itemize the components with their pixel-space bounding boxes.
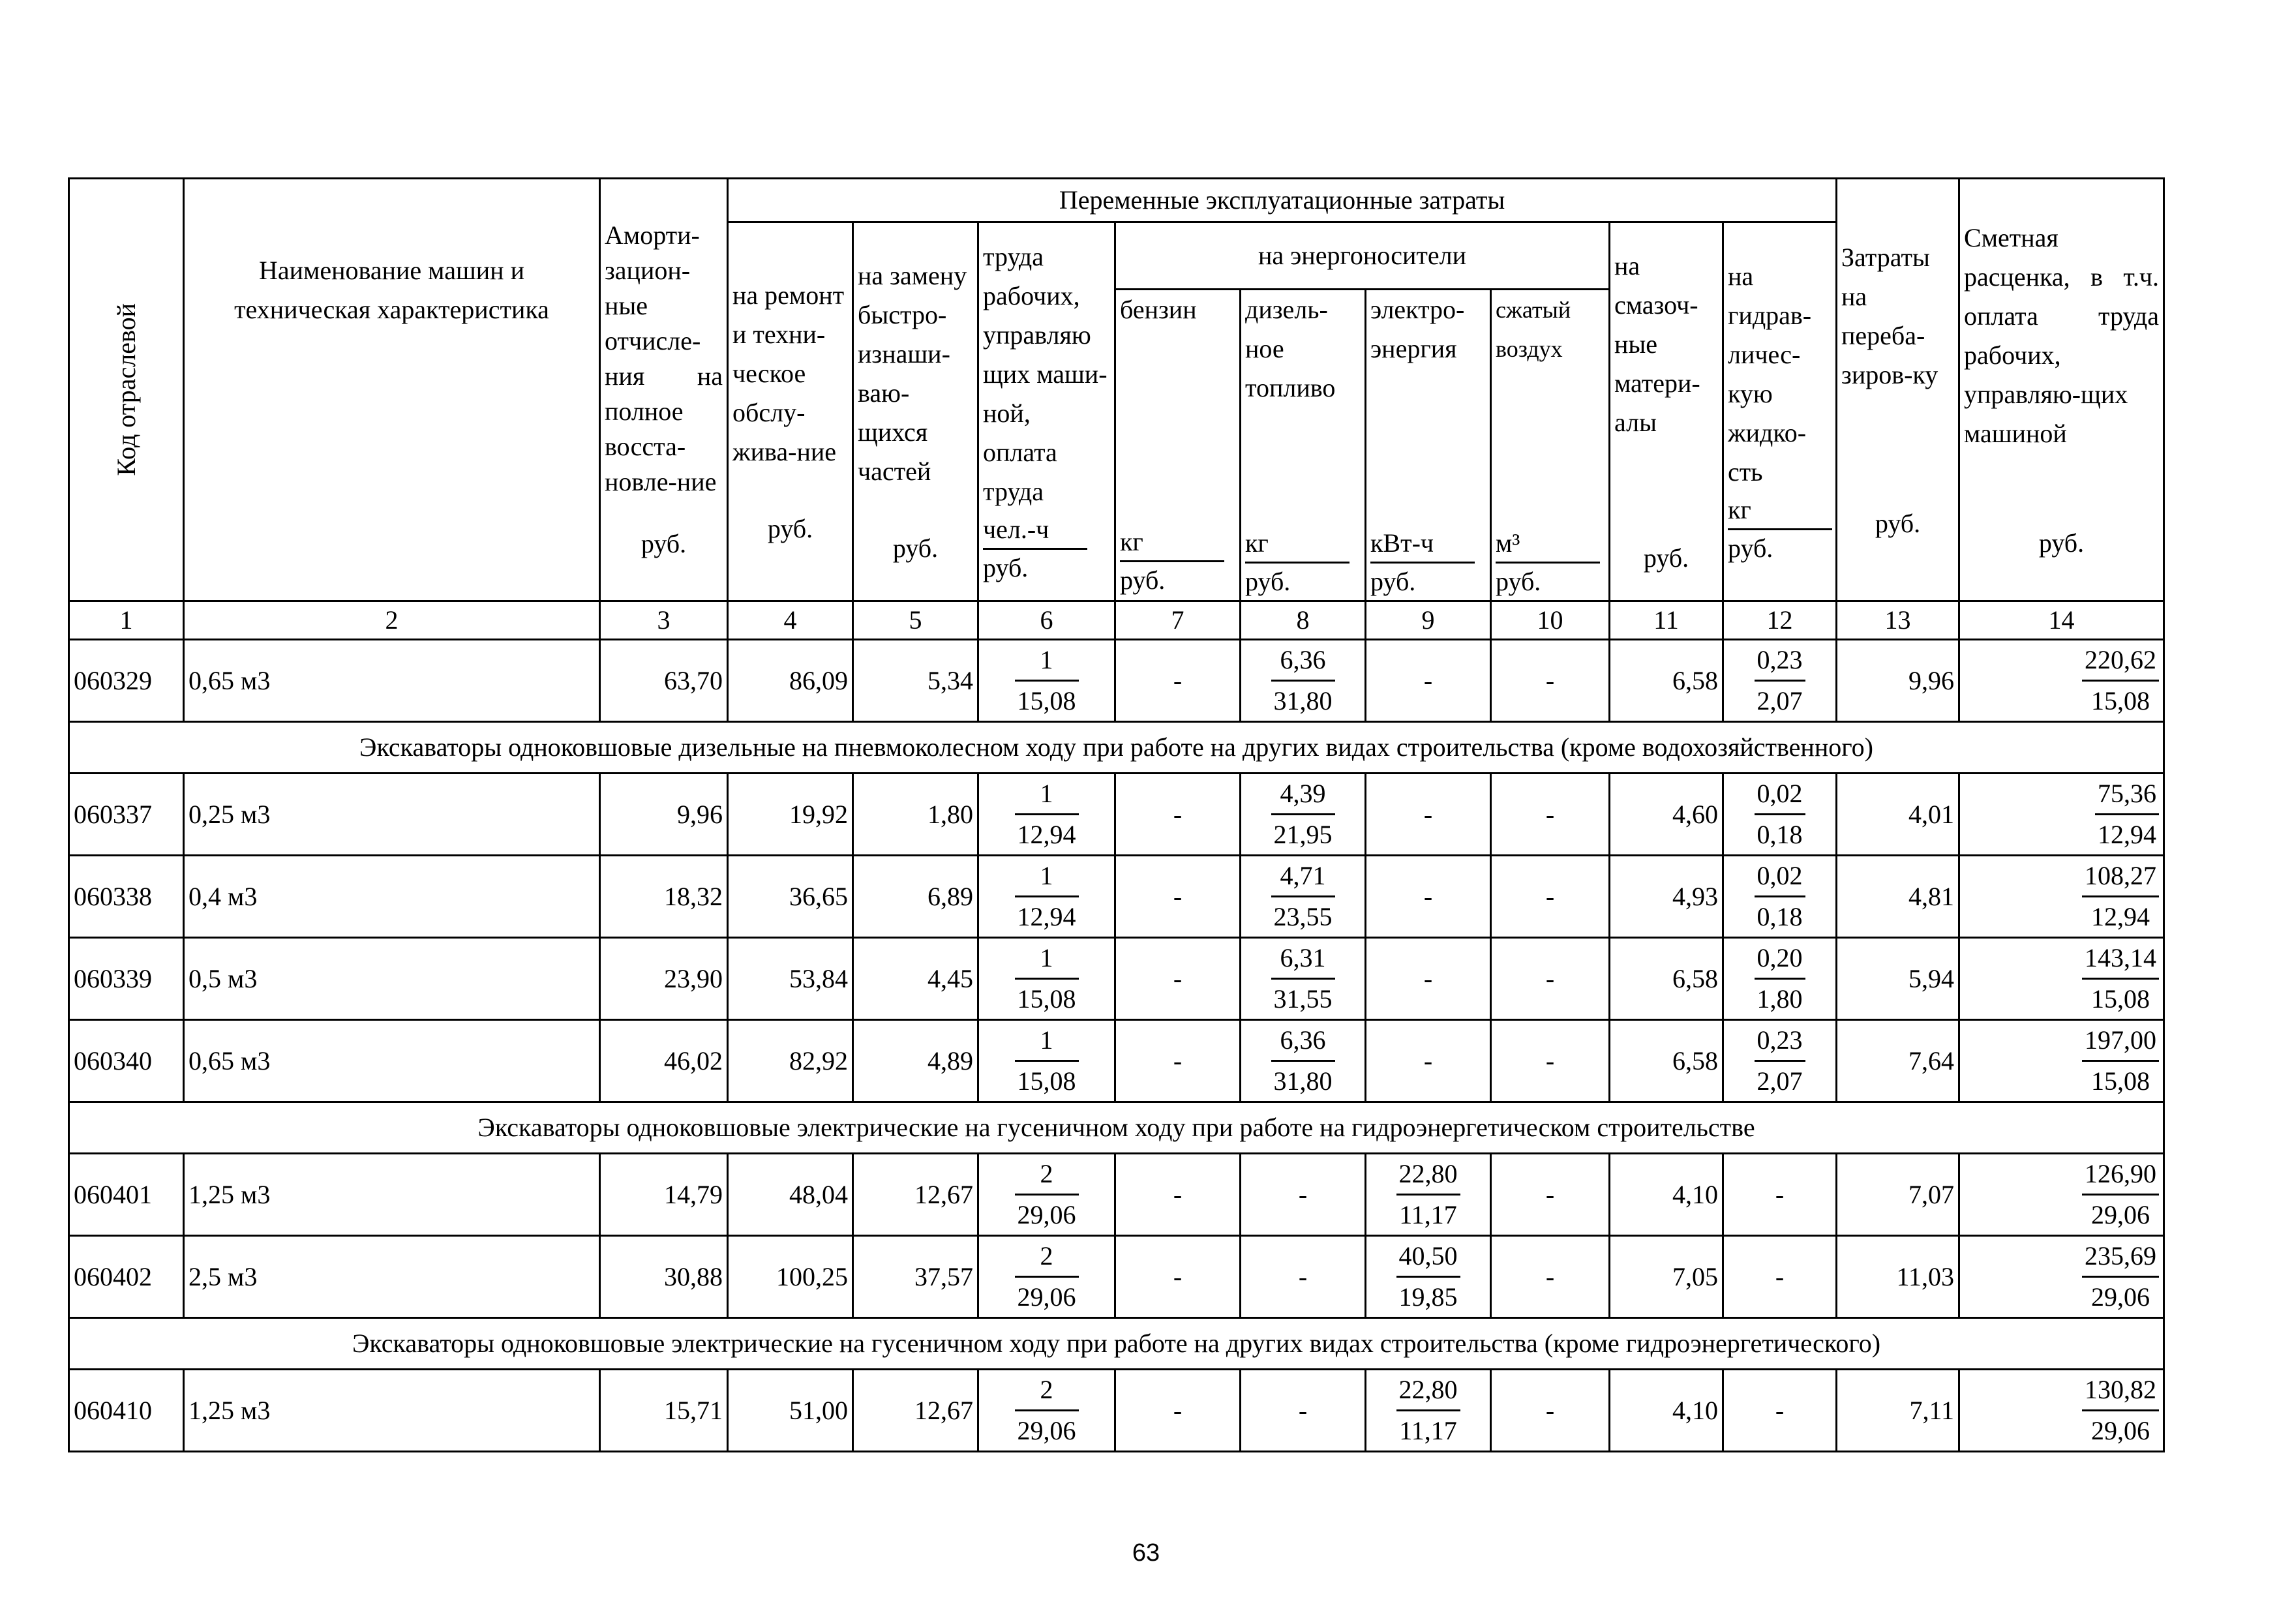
hydraulic-value-numerator: 0,23 bbox=[1755, 1021, 1805, 1062]
hydraulic-value-fraction bbox=[1755, 640, 1805, 721]
header-variable-costs: Переменные эксплуатационные затраты bbox=[728, 179, 1837, 222]
labor-value bbox=[978, 1370, 1115, 1452]
petrol-value: - bbox=[1115, 1020, 1241, 1102]
labor-value-numerator: 2 bbox=[1015, 1370, 1079, 1411]
estimate-value-fraction bbox=[2082, 939, 2159, 1019]
electricity-value: - bbox=[1366, 774, 1491, 856]
electricity-value: - bbox=[1366, 640, 1491, 722]
electricity-value-denominator: 19,85 bbox=[1398, 1282, 1458, 1312]
labor-value bbox=[978, 856, 1115, 938]
repair-value: 100,25 bbox=[728, 1236, 853, 1318]
electricity-value bbox=[1366, 1236, 1491, 1318]
amortization-value: 9,96 bbox=[600, 774, 728, 856]
relocation-value: 4,81 bbox=[1837, 856, 1959, 938]
estimate-value-fraction bbox=[2082, 1154, 2159, 1235]
labor-value-denominator: 12,94 bbox=[1017, 820, 1076, 849]
electricity-value bbox=[1366, 1370, 1491, 1452]
hydraulic-value-denominator: 2,07 bbox=[1757, 1066, 1803, 1096]
machine-code: 060338 bbox=[69, 856, 184, 938]
machine-name: 0,4 м3 bbox=[184, 856, 600, 938]
hydraulic-value bbox=[1723, 1020, 1837, 1102]
petrol-value: - bbox=[1115, 774, 1241, 856]
machine-name: 2,5 м3 bbox=[184, 1236, 600, 1318]
labor-value-denominator: 29,06 bbox=[1017, 1200, 1076, 1229]
section-row bbox=[69, 722, 2164, 774]
electricity-value-numerator: 22,80 bbox=[1396, 1154, 1460, 1195]
estimate-value-numerator: 235,69 bbox=[2082, 1237, 2159, 1278]
compressed-air-value: - bbox=[1491, 1020, 1610, 1102]
column-number-13: 13 bbox=[1837, 601, 1959, 640]
diesel-value-numerator: 4,39 bbox=[1271, 774, 1335, 815]
diesel-value-fraction bbox=[1271, 640, 1335, 721]
estimate-value-numerator: 75,36 bbox=[2095, 774, 2159, 815]
header-lubricants: на смазоч-ные матери-алы руб. bbox=[1610, 222, 1723, 601]
machine-code: 060401 bbox=[69, 1154, 184, 1236]
column-number-12: 12 bbox=[1723, 601, 1837, 640]
labor-value-denominator: 15,08 bbox=[1017, 686, 1076, 715]
labor-value-fraction bbox=[1015, 774, 1079, 854]
page-number: 63 bbox=[1132, 1539, 1160, 1567]
header-estimate: Сметная расценка, в т.ч. оплата труда рабочих, управляю-щих машиной руб. bbox=[1959, 179, 2164, 601]
electricity-value: - bbox=[1366, 856, 1491, 938]
header-parts: на замену быстро-изнаши-ваю-щихся частей руб. bbox=[853, 222, 978, 601]
labor-value bbox=[978, 640, 1115, 722]
lubricants-value: 6,58 bbox=[1610, 1020, 1723, 1102]
hydraulic-value-fraction bbox=[1755, 774, 1805, 854]
hydraulic-value: - bbox=[1723, 1154, 1837, 1236]
hydraulic-value bbox=[1723, 640, 1837, 722]
column-number-14: 14 bbox=[1959, 601, 2164, 640]
table-row bbox=[69, 1154, 2164, 1236]
labor-value-denominator: 15,08 bbox=[1017, 1066, 1076, 1096]
labor-value-fraction bbox=[1015, 1021, 1079, 1101]
diesel-value-numerator: 6,31 bbox=[1271, 939, 1335, 980]
amortization-value: 30,88 bbox=[600, 1236, 728, 1318]
electricity-value: - bbox=[1366, 938, 1491, 1020]
labor-value-numerator: 1 bbox=[1015, 774, 1079, 815]
relocation-value: 7,07 bbox=[1837, 1154, 1959, 1236]
machine-code: 060339 bbox=[69, 938, 184, 1020]
header-labor: труда рабочих, управляю щих маши-ной, оплата труда чел.-ч руб. bbox=[978, 222, 1115, 601]
diesel-value-numerator: 6,36 bbox=[1271, 1021, 1335, 1062]
machine-name: 0,65 м3 bbox=[184, 1020, 600, 1102]
estimate-value-numerator: 108,27 bbox=[2082, 856, 2159, 897]
labor-value-numerator: 1 bbox=[1015, 939, 1079, 980]
labor-value bbox=[978, 938, 1115, 1020]
lubricants-value: 6,58 bbox=[1610, 640, 1723, 722]
header-name: Наименование машин и техническая характеристика bbox=[184, 179, 600, 601]
labor-value-denominator: 15,08 bbox=[1017, 984, 1076, 1014]
hydraulic-value-numerator: 0,02 bbox=[1755, 774, 1805, 815]
estimate-value-numerator: 197,00 bbox=[2082, 1021, 2159, 1062]
petrol-value: - bbox=[1115, 1154, 1241, 1236]
estimate-value bbox=[1959, 774, 2164, 856]
labor-value-numerator: 2 bbox=[1015, 1237, 1079, 1278]
hydraulic-value bbox=[1723, 856, 1837, 938]
column-number-5: 5 bbox=[853, 601, 978, 640]
column-number-10: 10 bbox=[1491, 601, 1610, 640]
electricity-value-numerator: 22,80 bbox=[1396, 1370, 1460, 1411]
relocation-value: 7,11 bbox=[1837, 1370, 1959, 1452]
labor-value-denominator: 12,94 bbox=[1017, 902, 1076, 931]
machine-name: 1,25 м3 bbox=[184, 1370, 600, 1452]
column-number-1: 1 bbox=[69, 601, 184, 640]
diesel-value: - bbox=[1241, 1154, 1366, 1236]
relocation-value: 7,64 bbox=[1837, 1020, 1959, 1102]
machine-code: 060337 bbox=[69, 774, 184, 856]
amortization-value: 14,79 bbox=[600, 1154, 728, 1236]
rates-table-wrapper bbox=[68, 177, 2163, 1482]
hydraulic-value: - bbox=[1723, 1236, 1837, 1318]
estimate-value bbox=[1959, 1020, 2164, 1102]
header-repair: на ремонт и техни-ческое обслу-жива-ние руб. bbox=[728, 222, 853, 601]
diesel-value: - bbox=[1241, 1236, 1366, 1318]
header-code: Код отраслевой bbox=[69, 179, 184, 601]
amortization-value: 23,90 bbox=[600, 938, 728, 1020]
labor-value-denominator: 29,06 bbox=[1017, 1282, 1076, 1312]
estimate-value-denominator: 12,94 bbox=[2098, 820, 2157, 849]
machine-name: 0,25 м3 bbox=[184, 774, 600, 856]
header-hydraulic: на гидрав-личес-кую жидко-сть кг руб. bbox=[1723, 222, 1837, 601]
hydraulic-value bbox=[1723, 938, 1837, 1020]
repair-value: 82,92 bbox=[728, 1020, 853, 1102]
diesel-value bbox=[1241, 1020, 1366, 1102]
table-row bbox=[69, 1020, 2164, 1102]
relocation-value: 5,94 bbox=[1837, 938, 1959, 1020]
lubricants-value: 4,10 bbox=[1610, 1154, 1723, 1236]
petrol-value: - bbox=[1115, 856, 1241, 938]
header-electricity: электро-энергия кВт-ч руб. bbox=[1366, 290, 1491, 601]
header-diesel: дизель-ное топливо кг руб. bbox=[1241, 290, 1366, 601]
column-numbers-row bbox=[69, 601, 2164, 640]
diesel-value-numerator: 4,71 bbox=[1271, 856, 1335, 897]
table-row bbox=[69, 774, 2164, 856]
parts-value: 12,67 bbox=[853, 1154, 978, 1236]
estimate-value-denominator: 15,08 bbox=[2091, 1066, 2150, 1096]
machine-rates-table bbox=[68, 177, 2165, 1452]
estimate-value bbox=[1959, 856, 2164, 938]
machine-name: 1,25 м3 bbox=[184, 1154, 600, 1236]
relocation-value: 9,96 bbox=[1837, 640, 1959, 722]
hydraulic-value-denominator: 0,18 bbox=[1757, 902, 1803, 931]
table-row bbox=[69, 640, 2164, 722]
diesel-value-denominator: 31,80 bbox=[1273, 686, 1333, 715]
compressed-air-value: - bbox=[1491, 856, 1610, 938]
labor-value-numerator: 1 bbox=[1015, 1021, 1079, 1062]
column-number-3: 3 bbox=[600, 601, 728, 640]
table-row bbox=[69, 856, 2164, 938]
column-number-11: 11 bbox=[1610, 601, 1723, 640]
hydraulic-value-fraction bbox=[1755, 1021, 1805, 1101]
labor-value-denominator: 29,06 bbox=[1017, 1416, 1076, 1445]
lubricants-value: 4,10 bbox=[1610, 1370, 1723, 1452]
compressed-air-value: - bbox=[1491, 1370, 1610, 1452]
diesel-value-fraction bbox=[1271, 774, 1335, 854]
labor-value-numerator: 1 bbox=[1015, 856, 1079, 897]
parts-value: 5,34 bbox=[853, 640, 978, 722]
relocation-value: 4,01 bbox=[1837, 774, 1959, 856]
estimate-value-denominator: 29,06 bbox=[2091, 1282, 2150, 1312]
estimate-value-fraction bbox=[2095, 774, 2159, 854]
lubricants-value: 4,93 bbox=[1610, 856, 1723, 938]
hydraulic-value: - bbox=[1723, 1370, 1837, 1452]
compressed-air-value: - bbox=[1491, 938, 1610, 1020]
labor-value bbox=[978, 774, 1115, 856]
lubricants-value: 6,58 bbox=[1610, 938, 1723, 1020]
petrol-value: - bbox=[1115, 938, 1241, 1020]
electricity-value-denominator: 11,17 bbox=[1399, 1200, 1457, 1229]
labor-value-fraction bbox=[1015, 1237, 1079, 1317]
estimate-value bbox=[1959, 1370, 2164, 1452]
parts-value: 12,67 bbox=[853, 1370, 978, 1452]
estimate-value-numerator: 143,14 bbox=[2082, 939, 2159, 980]
lubricants-value: 7,05 bbox=[1610, 1236, 1723, 1318]
machine-code: 060329 bbox=[69, 640, 184, 722]
labor-value bbox=[978, 1236, 1115, 1318]
repair-value: 19,92 bbox=[728, 774, 853, 856]
hydraulic-value-fraction bbox=[1755, 939, 1805, 1019]
machine-name: 0,65 м3 bbox=[184, 640, 600, 722]
hydraulic-value-denominator: 2,07 bbox=[1757, 686, 1803, 715]
estimate-value-fraction bbox=[2082, 1021, 2159, 1101]
diesel-value bbox=[1241, 640, 1366, 722]
diesel-value-fraction bbox=[1271, 1021, 1335, 1101]
diesel-value bbox=[1241, 774, 1366, 856]
section-title: Экскаваторы одноковшовые электрические на гусеничном ходу при работе на гидроэнергетическом строительстве bbox=[69, 1102, 2164, 1154]
diesel-value bbox=[1241, 856, 1366, 938]
hydraulic-value-fraction bbox=[1755, 856, 1805, 937]
labor-value bbox=[978, 1154, 1115, 1236]
estimate-value bbox=[1959, 938, 2164, 1020]
hydraulic-value-numerator: 0,23 bbox=[1755, 640, 1805, 682]
header-relocation: Затраты на переба-зиров-ку руб. bbox=[1837, 179, 1959, 601]
column-number-7: 7 bbox=[1115, 601, 1241, 640]
diesel-value-denominator: 31,55 bbox=[1273, 984, 1333, 1014]
machine-code: 060410 bbox=[69, 1370, 184, 1452]
hydraulic-value-denominator: 1,80 bbox=[1757, 984, 1803, 1014]
table-row bbox=[69, 1370, 2164, 1452]
diesel-value-numerator: 6,36 bbox=[1271, 640, 1335, 682]
parts-value: 4,45 bbox=[853, 938, 978, 1020]
electricity-value-fraction bbox=[1396, 1370, 1460, 1451]
labor-value-fraction bbox=[1015, 856, 1079, 937]
section-row bbox=[69, 1102, 2164, 1154]
estimate-value bbox=[1959, 1154, 2164, 1236]
compressed-air-value: - bbox=[1491, 1236, 1610, 1318]
table-row bbox=[69, 938, 2164, 1020]
table-row bbox=[69, 1236, 2164, 1318]
repair-value: 48,04 bbox=[728, 1154, 853, 1236]
repair-value: 36,65 bbox=[728, 856, 853, 938]
estimate-value-denominator: 29,06 bbox=[2091, 1200, 2150, 1229]
column-number-8: 8 bbox=[1241, 601, 1366, 640]
labor-value-fraction bbox=[1015, 1370, 1079, 1451]
estimate-value-fraction bbox=[2082, 1237, 2159, 1317]
column-number-9: 9 bbox=[1366, 601, 1491, 640]
hydraulic-value-numerator: 0,02 bbox=[1755, 856, 1805, 897]
electricity-value-fraction bbox=[1396, 1154, 1460, 1235]
electricity-value: - bbox=[1366, 1020, 1491, 1102]
parts-value: 37,57 bbox=[853, 1236, 978, 1318]
petrol-value: - bbox=[1115, 640, 1241, 722]
diesel-value-fraction bbox=[1271, 939, 1335, 1019]
machine-name: 0,5 м3 bbox=[184, 938, 600, 1020]
diesel-value-denominator: 31,80 bbox=[1273, 1066, 1333, 1096]
section-title: Экскаваторы одноковшовые дизельные на пневмоколесном ходу при работе на других видах строительства (кроме водохозяйственного) bbox=[69, 722, 2164, 774]
estimate-value-numerator: 126,90 bbox=[2082, 1154, 2159, 1195]
petrol-value: - bbox=[1115, 1236, 1241, 1318]
estimate-value bbox=[1959, 640, 2164, 722]
amortization-value: 46,02 bbox=[600, 1020, 728, 1102]
diesel-value bbox=[1241, 938, 1366, 1020]
header-energy: на энергоносители bbox=[1115, 222, 1610, 290]
labor-value-numerator: 2 bbox=[1015, 1154, 1079, 1195]
lubricants-value: 4,60 bbox=[1610, 774, 1723, 856]
electricity-value bbox=[1366, 1154, 1491, 1236]
labor-value bbox=[978, 1020, 1115, 1102]
header-petrol: бензин кг руб. bbox=[1115, 290, 1241, 601]
estimate-value bbox=[1959, 1236, 2164, 1318]
hydraulic-value-numerator: 0,20 bbox=[1755, 939, 1805, 980]
amortization-value: 15,71 bbox=[600, 1370, 728, 1452]
repair-value: 86,09 bbox=[728, 640, 853, 722]
parts-value: 4,89 bbox=[853, 1020, 978, 1102]
estimate-value-numerator: 130,82 bbox=[2082, 1370, 2159, 1411]
estimate-value-fraction bbox=[2082, 856, 2159, 937]
electricity-value-numerator: 40,50 bbox=[1396, 1237, 1460, 1278]
machine-code: 060402 bbox=[69, 1236, 184, 1318]
machine-code: 060340 bbox=[69, 1020, 184, 1102]
electricity-value-fraction bbox=[1396, 1237, 1460, 1317]
diesel-value-fraction bbox=[1271, 856, 1335, 937]
repair-value: 51,00 bbox=[728, 1370, 853, 1452]
hydraulic-value bbox=[1723, 774, 1837, 856]
diesel-value: - bbox=[1241, 1370, 1366, 1452]
header-compressed-air: сжатый воздух м³ руб. bbox=[1491, 290, 1610, 601]
amortization-value: 18,32 bbox=[600, 856, 728, 938]
diesel-value-denominator: 21,95 bbox=[1273, 820, 1333, 849]
compressed-air-value: - bbox=[1491, 1154, 1610, 1236]
estimate-value-denominator: 15,08 bbox=[2091, 686, 2150, 715]
section-row bbox=[69, 1318, 2164, 1370]
amortization-value: 63,70 bbox=[600, 640, 728, 722]
labor-value-fraction bbox=[1015, 939, 1079, 1019]
column-number-2: 2 bbox=[184, 601, 600, 640]
labor-value-fraction bbox=[1015, 640, 1079, 721]
estimate-value-denominator: 12,94 bbox=[2091, 902, 2150, 931]
parts-value: 1,80 bbox=[853, 774, 978, 856]
estimate-value-denominator: 15,08 bbox=[2091, 984, 2150, 1014]
estimate-value-denominator: 29,06 bbox=[2091, 1416, 2150, 1445]
estimate-value-numerator: 220,62 bbox=[2082, 640, 2159, 682]
petrol-value: - bbox=[1115, 1370, 1241, 1452]
diesel-value-denominator: 23,55 bbox=[1273, 902, 1333, 931]
electricity-value-denominator: 11,17 bbox=[1399, 1416, 1457, 1445]
compressed-air-value: - bbox=[1491, 774, 1610, 856]
column-number-4: 4 bbox=[728, 601, 853, 640]
section-title: Экскаваторы одноковшовые электрические на гусеничном ходу при работе на других видах строительства (кроме гидроэнергетического) bbox=[69, 1318, 2164, 1370]
labor-value-numerator: 1 bbox=[1015, 640, 1079, 682]
hydraulic-value-denominator: 0,18 bbox=[1757, 820, 1803, 849]
estimate-value-fraction bbox=[2082, 640, 2159, 721]
header-amortization: Аморти-зацион-ные отчисле-ния на полное восста-новле-ние руб. bbox=[600, 179, 728, 601]
labor-value-fraction bbox=[1015, 1154, 1079, 1235]
repair-value: 53,84 bbox=[728, 938, 853, 1020]
compressed-air-value: - bbox=[1491, 640, 1610, 722]
parts-value: 6,89 bbox=[853, 856, 978, 938]
relocation-value: 11,03 bbox=[1837, 1236, 1959, 1318]
estimate-value-fraction bbox=[2082, 1370, 2159, 1451]
column-number-6: 6 bbox=[978, 601, 1115, 640]
